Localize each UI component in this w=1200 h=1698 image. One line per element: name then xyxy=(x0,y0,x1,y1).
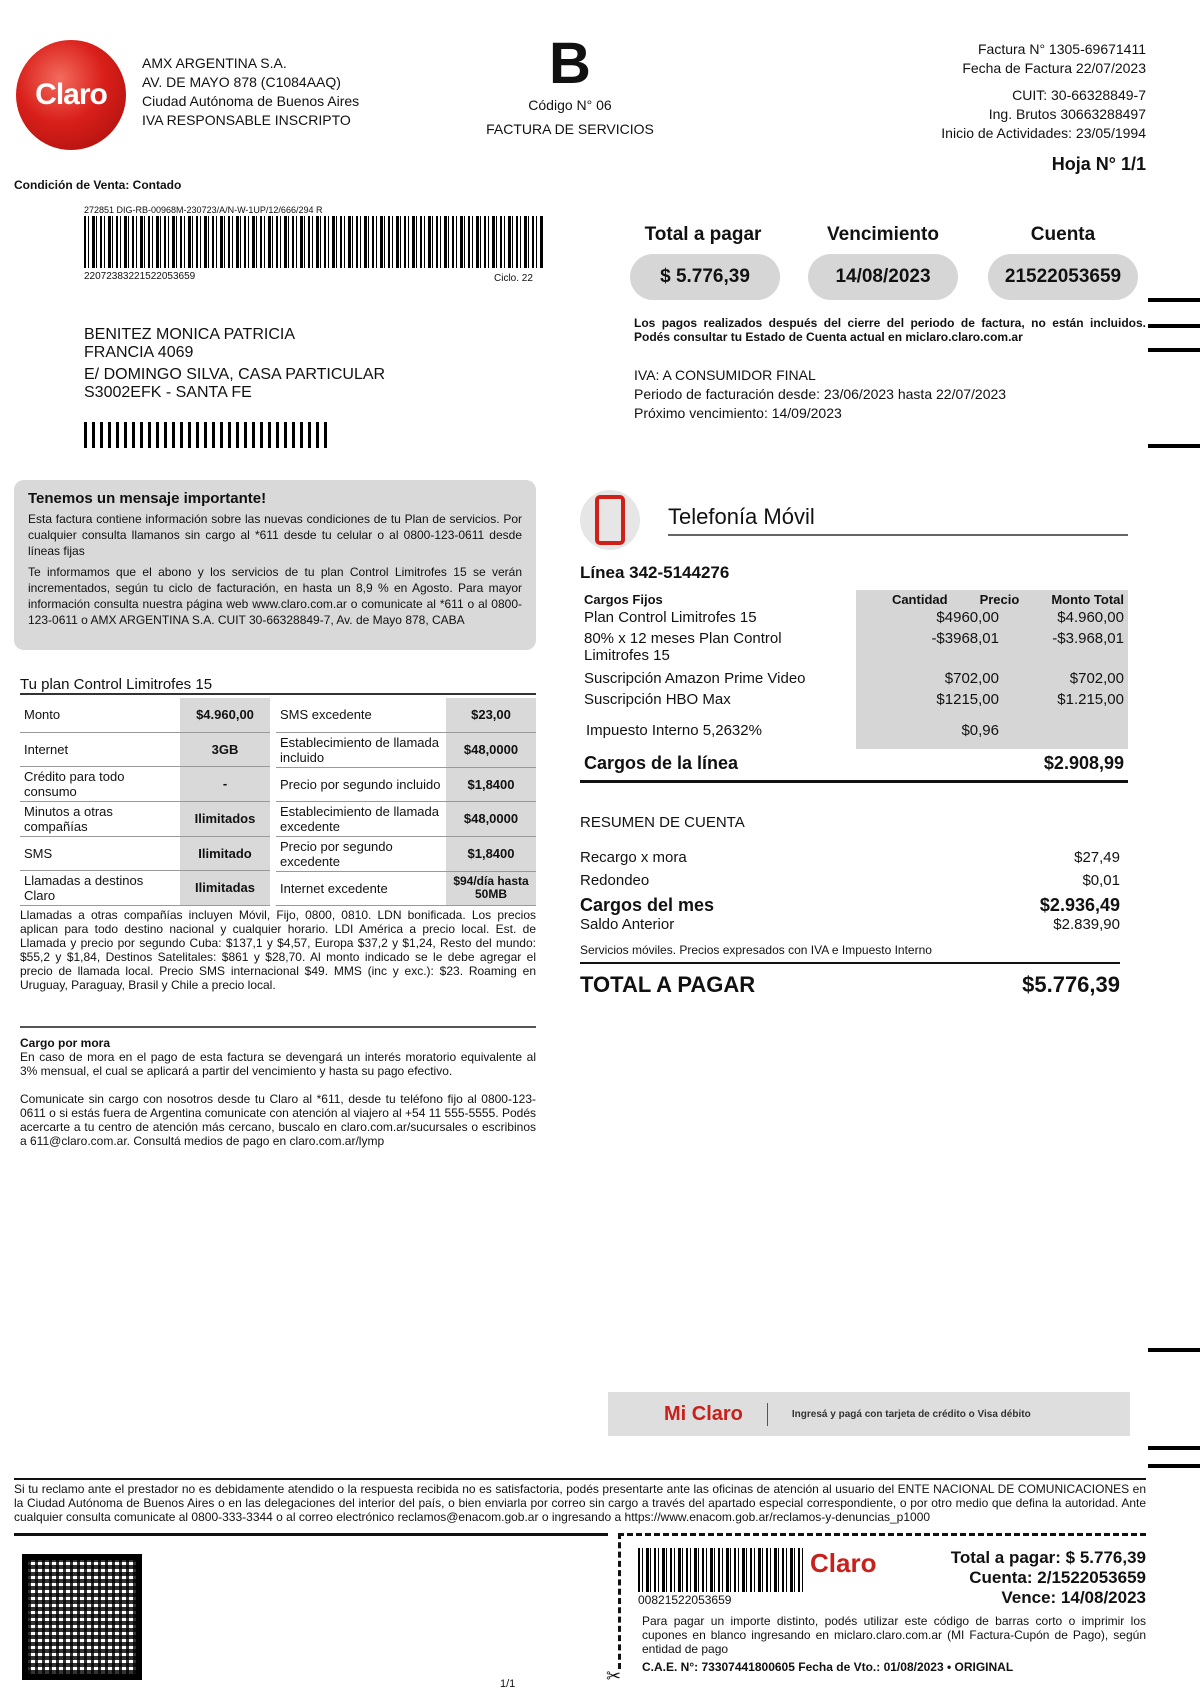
print-mark xyxy=(1148,1348,1200,1352)
charge-desc: Suscripción HBO Max xyxy=(584,691,731,708)
charge-price: $1215,00 xyxy=(936,691,999,708)
message-paragraph-2: Te informamos que el abono y los servicios de tu plan Control Limitrofes 15 se verán incrementados, según tu ciclo de facturación, en hasta un 8,9 % en Agosto. Para mayor información consulta nuestra página web www.claro.com.ar o comunicate al *611 o al 0800-123-0611 o AMX ARGENTINA S.A. CUIT 30-66328849-7, Av. de Mayo 878, CABA xyxy=(28,565,522,627)
plan-row xyxy=(20,836,270,870)
mi-claro-banner[interactable] xyxy=(608,1392,1130,1436)
charge-desc: Plan Control Limitrofes 15 xyxy=(584,609,757,626)
barcode-number: 22072383221522053659 xyxy=(84,271,196,282)
message-paragraph-1: Esta factura contiene información sobre las nuevas condiciones de tu Plan de servicios. Por cualquier consulta llamanos sin cargo al *611 desde tu celular o al 0800-123-0611 desde líneas fijas xyxy=(28,512,522,558)
plan-label: Precio por segundo incluido xyxy=(276,767,446,801)
plan-label: Establecimiento de llamada excedente xyxy=(276,801,446,836)
customer-address xyxy=(84,326,385,402)
coupon-total: Total a pagar: $ 5.776,39 xyxy=(950,1548,1146,1567)
plan-row xyxy=(276,698,536,732)
divider xyxy=(14,1533,608,1536)
customer-name: BENITEZ MONICA PATRICIA xyxy=(84,326,295,343)
plan-label: Precio por segundo excedente xyxy=(276,836,446,871)
line-total-row xyxy=(580,749,1128,783)
summary-label: Recargo x mora xyxy=(580,849,687,866)
summary-value: $2.839,90 xyxy=(1053,916,1120,933)
charge-row xyxy=(584,630,1124,670)
plan-row xyxy=(276,871,536,905)
plan-row xyxy=(20,801,270,836)
charge-total: -$3.968,01 xyxy=(1052,630,1124,647)
company-info xyxy=(142,54,359,130)
mobile-line: Línea 342-5144276 xyxy=(580,563,730,582)
billing-period: Periodo de facturación desde: 23/06/2023 hasta 22/07/2023 xyxy=(634,386,1007,402)
print-mark xyxy=(1148,298,1200,302)
charge-price: -$3968,01 xyxy=(931,630,999,647)
coupon-totals xyxy=(951,1548,1146,1608)
plan-value: $23,00 xyxy=(446,698,536,732)
col-header: Cargos Fijos xyxy=(584,592,663,607)
summary-label: Redondeo xyxy=(580,872,650,889)
charges-table xyxy=(580,590,1128,783)
coupon-account: Cuenta: 2/1522053659 xyxy=(969,1568,1146,1587)
summary-label: Cargos del mes xyxy=(580,895,715,915)
doc-letter: B xyxy=(549,31,591,96)
print-mark xyxy=(1148,1446,1200,1450)
coupon-note: Para pagar un importe distinto, podés utilizar este código de barras corto o imprimir los cupones en blanco ingresando en miclaro.claro.com.ar (MI Factura-Cupón de Pago), según entidad de pago xyxy=(642,1614,1146,1656)
iva-type: IVA: A CONSUMIDOR FINAL xyxy=(634,367,816,383)
tax-value: $0,96 xyxy=(961,721,999,739)
print-mark xyxy=(1148,444,1200,448)
plan-label: Minutos a otras compañías xyxy=(20,801,180,836)
company-iva: IVA RESPONSABLE INSCRIPTO xyxy=(142,112,351,128)
divider xyxy=(20,1026,536,1028)
qr-code xyxy=(22,1554,142,1680)
charge-desc: 80% x 12 meses Plan Control Limitrofes 15 xyxy=(584,630,782,664)
company-address: AV. DE MAYO 878 (C1084AAQ) xyxy=(142,74,341,90)
charge-total: $702,00 xyxy=(1069,670,1124,687)
plan-value: $4.960,00 xyxy=(180,698,270,732)
plan-value: $1,8400 xyxy=(446,767,536,801)
line-total-value: $2.908,99 xyxy=(1043,753,1124,773)
banner-text: Ingresá y pagá con tarjeta de crédito o Visa débito xyxy=(791,1408,1031,1420)
plan-label: Internet excedente xyxy=(276,871,446,905)
logo-text: Claro xyxy=(35,78,107,111)
payments-note: Los pagos realizados después del cierre del periodo de factura, no están incluidos. Podés consultar tu Estado de Cuenta actual en miclaro.claro.com.ar xyxy=(634,316,1146,344)
summary-row xyxy=(580,872,1120,889)
invoice-number: Factura N° 1305-69671411 xyxy=(977,41,1146,57)
company-name: AMX ARGENTINA S.A. xyxy=(142,55,287,71)
plan-value: $94/día hasta 50MB xyxy=(446,871,536,905)
print-mark xyxy=(1148,324,1200,328)
plan-row xyxy=(276,801,536,836)
col-header: Cantidad xyxy=(891,592,948,607)
line-total-label: Cargos de la línea xyxy=(584,753,739,773)
charge-row xyxy=(584,691,1124,715)
company-city: Ciudad Autónoma de Buenos Aires xyxy=(142,93,360,109)
col-header: Precio xyxy=(979,592,1020,607)
plan-value: $48,0000 xyxy=(446,801,536,836)
mobile-title: Telefonía Móvil xyxy=(668,504,1128,536)
next-due: Próximo vencimiento: 14/09/2023 xyxy=(634,405,842,421)
plan-label: Monto xyxy=(20,698,180,732)
scissors-icon: ✂ xyxy=(606,1666,622,1686)
plan-row xyxy=(276,767,536,801)
charge-desc: Suscripción Amazon Prime Video xyxy=(584,670,806,687)
invoice-date: Fecha de Factura 22/07/2023 xyxy=(962,60,1146,76)
coupon-cae: C.A.E. N°: 73307441800605 Fecha de Vto.: 01/08/2023 • ORIGINAL xyxy=(642,1660,1014,1674)
coupon-logo: Claro xyxy=(810,1548,877,1578)
plan-value: $48,0000 xyxy=(446,732,536,767)
contact-text: Comunicate sin cargo con nosotros desde tu Claro al *611, desde tu teléfono fijo al 0800-123-0611 o si estás fuera de Argentina comunicate con atención al viajero al +54 11 555-5555. Podés acercarte a tu centro de atención más cercano, buscalo en claro.com.ar/sucursales o escribinos a 611@claro.com.ar. Consultá medios de pago en claro.com.ar/lymp xyxy=(20,1092,536,1148)
tax-label: Impuesto Interno 5,2632% xyxy=(586,721,762,739)
plan-label: Internet xyxy=(20,732,180,766)
plan-row xyxy=(20,870,270,905)
plan-notes: Llamadas a otras compañías incluyen Móvil, Fijo, 0800, 0810. LDN bonificada. Los precios aplican para todo destino nacional y cualquier horario. LDI América a precio local. Est. de Llamada y precio por segundo Cuba: $137,1 y $4,57, Europa $37,2 y $1,24, Resto del mundo: $55,2 y $1,84, Destinos Satelitales: $861 y $28,70. Al monto indicado se le debe agregar el precio de llamada local. Precio SMS internacional $49. MMS (inc y exc.): $23. Roaming en Uruguay, Paraguay, Brasil y Chile a precio local. xyxy=(20,908,536,992)
doc-type-block xyxy=(440,31,700,139)
plan-value: 3GB xyxy=(180,732,270,766)
doc-type: FACTURA DE SERVICIOS xyxy=(486,121,654,137)
plan-label: Llamadas a destinos Claro xyxy=(20,870,180,905)
important-message-box xyxy=(14,480,536,650)
charge-total: $1.215,00 xyxy=(1057,691,1124,708)
plan-row xyxy=(20,698,270,732)
grand-total-label: TOTAL A PAGAR xyxy=(580,972,756,997)
barcode-cycle: Ciclo. 22 xyxy=(494,273,533,284)
mi-claro-logo: Mi Claro xyxy=(664,1403,768,1426)
col-header: Monto Total xyxy=(1051,592,1124,607)
due-value-pill: 14/08/2023 xyxy=(808,254,958,300)
plan-table-left xyxy=(20,698,270,906)
message-title: Tenemos un mensaje importante! xyxy=(28,490,267,507)
claro-logo xyxy=(16,40,126,150)
sale-condition: Condición de Venta: Contado xyxy=(14,178,182,192)
account-label: Cuenta xyxy=(1030,224,1096,245)
customer-between: E/ DOMINGO SILVA, CASA PARTICULAR xyxy=(84,366,386,383)
summary-value: $27,49 xyxy=(1074,849,1120,866)
plan-value: Ilimitadas xyxy=(180,870,270,905)
ing-brutos: Ing. Brutos 30663288497 xyxy=(988,106,1146,122)
plan-row xyxy=(20,766,270,801)
cuit: CUIT: 30-66328849-7 xyxy=(1012,87,1146,103)
plan-label: Crédito para todo consumo xyxy=(20,766,180,801)
plan-row xyxy=(276,732,536,767)
late-fee-title: Cargo por mora xyxy=(20,1036,111,1050)
plan-value: - xyxy=(180,766,270,801)
customer-city: S3002EFK - SANTA FE xyxy=(84,384,252,401)
complaint-text: Si tu reclamo ante el prestador no es debidamente atendido o la respuesta recibida no es satisfactoria, podés presentarte ante las oficinas de atención al usuario del ENTE NACIONAL DE COMUNICACIONES en la Ciudad Autónoma de Buenos Aires o en las delegaciones del interior del país, o bien enviarla por correo sin cargo a través del apartado especial correspondiente, o por otro medio que defina la autoridad. Ante cualquier consulta comunicate al 0800-333-3344 o al correo electrónico reclamos@enacom.gob.ar o ingresando a https://www.enacom.gob.ar/reclamos-y-denuncias_p1000 xyxy=(14,1478,1146,1524)
doc-code: Código N° 06 xyxy=(528,97,612,113)
account-summary xyxy=(580,814,1120,998)
plan-value: $1,8400 xyxy=(446,836,536,871)
charge-price: $4960,00 xyxy=(936,609,999,626)
charge-row xyxy=(584,670,1124,691)
page-number: Hoja N° 1/1 xyxy=(1051,154,1146,174)
plan-row xyxy=(276,836,536,871)
coupon-barcode-number: 00821522053659 xyxy=(638,1593,732,1607)
start-activities: Inicio de Actividades: 23/05/1994 xyxy=(941,125,1146,141)
account-value-pill: 21522053659 xyxy=(988,254,1138,300)
coupon-due: Vence: 14/08/2023 xyxy=(1001,1588,1146,1607)
plan-value: Ilimitado xyxy=(180,836,270,870)
coupon-page: 1/1 xyxy=(500,1678,516,1690)
summary-row xyxy=(580,916,1120,933)
plan-row xyxy=(20,732,270,766)
summary-value: $0,01 xyxy=(1082,872,1120,889)
tax-row xyxy=(584,715,1124,745)
summary-row xyxy=(580,895,1120,916)
print-mark xyxy=(1148,1464,1200,1468)
period-info xyxy=(634,366,1006,423)
due-label: Vencimiento xyxy=(827,224,939,245)
late-fee-text: En caso de mora en el pago de esta factura se devengará un interés moratorio equivalente al 3% mensual, el cual se aplicará a partir del vencimiento y hasta su pago efectivo. xyxy=(20,1050,536,1078)
customer-street: FRANCIA 4069 xyxy=(84,344,194,361)
plan-value: Ilimitados xyxy=(180,801,270,836)
charge-price: $702,00 xyxy=(944,670,999,687)
account-summary-title: RESUMEN DE CUENTA xyxy=(580,814,745,831)
postal-barcode xyxy=(84,422,330,448)
coupon-barcode xyxy=(638,1548,804,1592)
plan-label: SMS excedente xyxy=(276,698,446,732)
plan-label: Establecimiento de llamada incluido xyxy=(276,732,446,767)
plan-title: Tu plan Control Limitrofes 15 xyxy=(20,676,536,695)
cut-line-vertical xyxy=(618,1533,621,1669)
summary-row xyxy=(580,849,1120,866)
barcode-top-text: 272851 DIG-RB-00968M-230723/A/N-W-1UP/12/666/294 R xyxy=(84,205,323,215)
plan-label: SMS xyxy=(20,836,180,870)
total-label: Total a pagar xyxy=(644,224,762,245)
cut-line xyxy=(618,1533,1146,1536)
total-value-pill: $ 5.776,39 xyxy=(630,254,780,300)
charge-row xyxy=(584,609,1124,630)
print-mark xyxy=(1148,348,1200,352)
plan-table-right xyxy=(276,698,536,906)
summary-value: $2.936,49 xyxy=(1039,895,1120,915)
phone-icon xyxy=(580,490,640,550)
barcode-image xyxy=(84,216,544,268)
invoice-info xyxy=(941,40,1146,143)
summary-note: Servicios móviles. Precios expresados con IVA e Impuesto Interno xyxy=(580,943,1120,964)
grand-total-row xyxy=(580,972,1120,998)
summary-label: Saldo Anterior xyxy=(580,916,675,933)
charge-total: $4.960,00 xyxy=(1057,609,1124,626)
late-fee-block xyxy=(20,1036,536,1148)
grand-total-value: $5.776,39 xyxy=(1022,972,1120,997)
